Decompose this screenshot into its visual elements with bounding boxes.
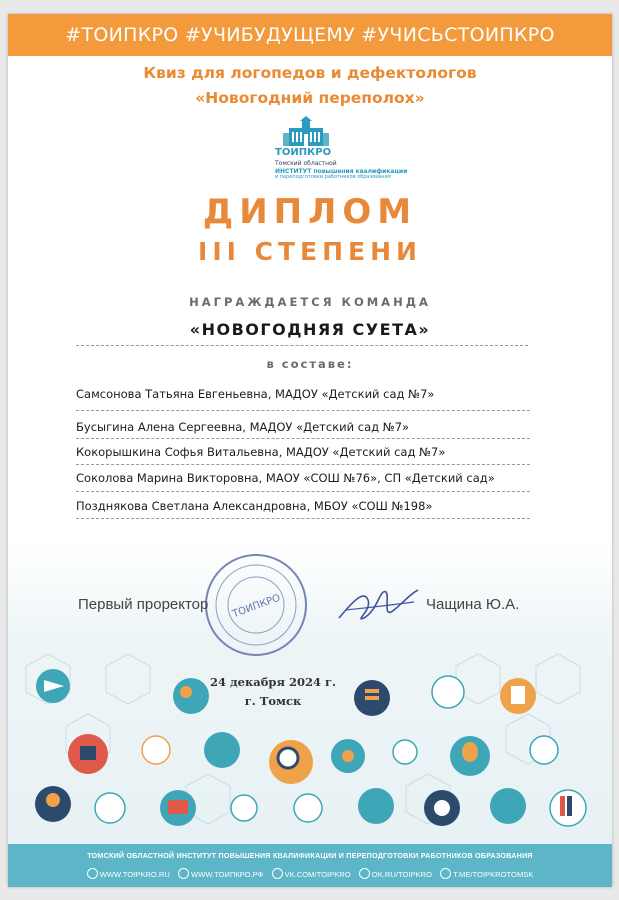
telegram-icon <box>440 868 451 879</box>
people-icon <box>432 676 464 708</box>
arrows-icon <box>358 788 394 824</box>
hashtag-banner: #ТОИПКРО #УЧИБУДУЩЕМУ #УЧИСЬСТОИПКРО <box>8 14 612 56</box>
signature <box>334 580 424 630</box>
member-line: Самсонова Татьяна Евгеньевна, МАДОУ «Детский сад №7» <box>76 387 435 401</box>
globe-icon <box>87 868 98 879</box>
footer-link-site-rf[interactable]: WWW.ТОИПКРО.РФ <box>178 870 263 879</box>
microscope-icon <box>490 788 526 824</box>
decor-icons <box>8 644 612 844</box>
divider <box>76 438 530 439</box>
logo-line2: ИНСТИТУТ повышения квалификации <box>275 168 408 175</box>
footer-link-vk[interactable]: VK.COM/TOIPKRO <box>272 870 351 879</box>
stairs-icon <box>142 736 170 764</box>
member-line: Соколова Марина Викторовна, МАОУ «СОШ №76», СП «Детский сад» <box>76 471 495 485</box>
quiz-subtitle: «Новогодний переполох» <box>195 89 425 107</box>
atom-icon <box>530 736 558 764</box>
team-name: «НОВОГОДНЯЯ СУЕТА» <box>189 320 431 339</box>
svg-text:ТОИПКРО: ТОИПКРО <box>231 592 282 621</box>
composition-label: в составе: <box>266 357 354 371</box>
footer-links <box>8 868 612 879</box>
issue-city: г. Томск <box>244 694 302 708</box>
diploma-degree: III СТЕПЕНИ <box>198 237 422 266</box>
footer <box>8 844 612 887</box>
globe-icon <box>178 868 189 879</box>
ok-icon <box>359 868 370 879</box>
member-line: Бусыгина Алена Сергеевна, МАДОУ «Детский сад №7» <box>76 420 410 434</box>
vk-icon <box>272 868 283 879</box>
toipkro-logo <box>267 116 408 188</box>
building-icon <box>267 116 345 148</box>
footer-link-ok[interactable]: OK.RU/TOIPKRO <box>359 870 432 879</box>
divider <box>76 518 530 519</box>
globe-icon <box>393 740 417 764</box>
member-line: Позднякова Светлана Александровна, МБОУ «СОШ №198» <box>76 499 433 513</box>
logo-line3: и переподготовки работников образования <box>275 174 391 180</box>
footer-org: ТОМСКИЙ ОБЛАСТНОЙ ИНСТИТУТ ПОВЫШЕНИЯ КВАЛИФИКАЦИИ И ПЕРЕПОДГОТОВКИ РАБОТНИКОВ ОБРАЗОВАНИЯ <box>87 851 533 860</box>
divider <box>76 410 530 411</box>
diploma-title: ДИПЛОМ <box>202 192 418 232</box>
footer-link-site[interactable]: WWW.TOIPKRO.RU <box>87 870 170 879</box>
seal-stamp <box>203 552 309 658</box>
issue-date: 24 декабря 2024 г. <box>209 675 337 689</box>
diploma-sheet <box>8 14 612 887</box>
team-icon <box>95 793 125 823</box>
quiz-title: Квиз для логопедов и дефектологов <box>143 64 477 82</box>
footer-link-telegram[interactable]: T.ME/TOIPKROTOMSK <box>440 870 533 879</box>
network-icon <box>231 795 257 821</box>
signer-name: Чащина Ю.А. <box>426 596 520 613</box>
logo-name: ТОИПКРО <box>275 147 332 158</box>
logo-line1: Томский областной <box>275 160 337 167</box>
divider <box>76 491 530 492</box>
divider <box>76 464 530 465</box>
drone-icon <box>204 732 240 768</box>
presentation-icon <box>294 794 322 822</box>
divider <box>76 345 528 346</box>
member-line: Кокорышкина Софья Витальевна, МАДОУ «Детский сад №7» <box>76 445 446 459</box>
signer-position: Первый проректор <box>78 596 209 613</box>
awarded-label: НАГРАЖДАЕТСЯ КОМАНДА <box>189 295 431 309</box>
